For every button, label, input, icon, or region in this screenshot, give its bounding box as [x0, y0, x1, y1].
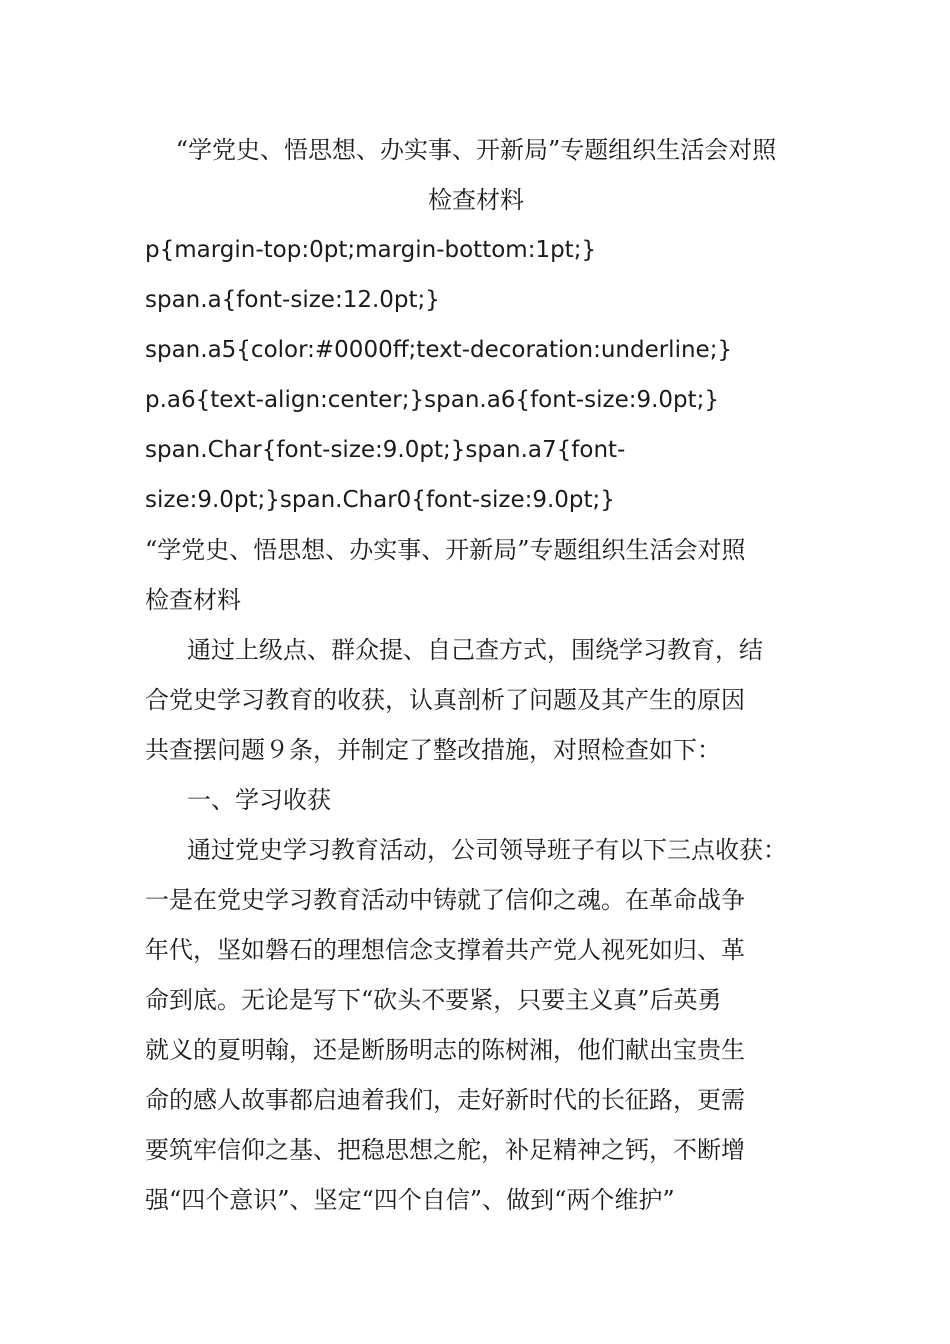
document-title-line-1: “学党史、悟思想、办实事、开新局”专题组织生活会对照: [175, 136, 777, 164]
css-text-line: span.Char{font-size:9.0pt;}span.a7{font-: [145, 437, 626, 463]
section-1-line: 命的感人故事都启迪着我们，走好新时代的长征路，更需: [145, 1086, 745, 1114]
css-text-line: size:9.0pt;}span.Char0{font-size:9.0pt;}: [145, 487, 615, 513]
css-text-line: span.a5{color:#0000ff;text-decoration:underline;}: [145, 337, 733, 363]
section-1-line: 就义的夏明翰，还是断肠明志的陈树湘，他们献出宝贵生: [145, 1036, 745, 1064]
css-text-line: span.a{font-size:12.0pt;}: [145, 287, 440, 313]
intro-line: 通过上级点、群众提、自己查方式，围绕学习教育，结: [187, 636, 763, 664]
intro-line: 共查摆问题９条，并制定了整改措施，对照检查如下：: [145, 736, 721, 764]
section-1-line: 年代，坚如磐石的理想信念支撑着共产党人视死如归、革: [145, 936, 745, 964]
subtitle-line-2: 检查材料: [145, 586, 241, 614]
css-text-line: p{margin-top:0pt;margin-bottom:1pt;}: [145, 237, 597, 263]
section-1-line: 命到底。无论是写下“砍头不要紧，只要主义真”后英勇: [145, 986, 722, 1014]
intro-line: 合党史学习教育的收获，认真剖析了问题及其产生的原因: [145, 686, 745, 714]
section-1-line: 通过党史学习教育活动，公司领导班子有以下三点收获：: [187, 836, 787, 864]
document-title-line-2: 检查材料: [428, 186, 524, 214]
css-text-line: p.a6{text-align:center;}span.a6{font-size:9.0pt;}: [145, 387, 720, 413]
section-1-line: 要筑牢信仰之基、把稳思想之舵，补足精神之钙，不断增: [145, 1136, 745, 1164]
section-1-line: 强“四个意识”、坚定“四个自信”、做到“两个维护”: [145, 1186, 675, 1214]
section-1-heading: 一、学习收获: [187, 786, 331, 814]
document-page: [145, 125, 807, 1225]
section-1-line: 一是在党史学习教育活动中铸就了信仰之魂。在革命战争: [145, 886, 745, 914]
subtitle-line-1: “学党史、悟思想、办实事、开新局”专题组织生活会对照: [145, 536, 746, 564]
